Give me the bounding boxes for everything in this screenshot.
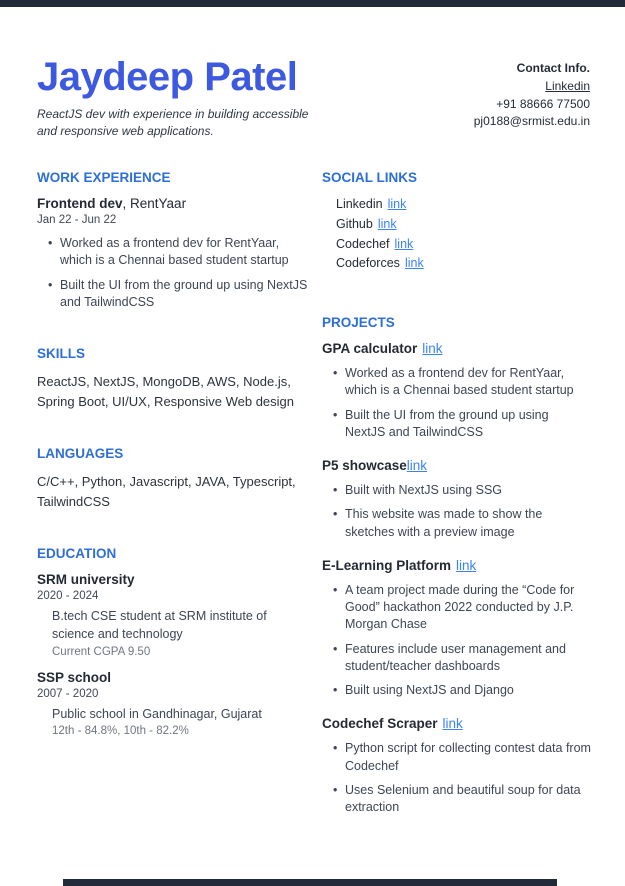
project-bullet: • Python script for collecting contest data from Codechef xyxy=(345,740,592,775)
school-note: Current CGPA 9.50 xyxy=(52,645,151,658)
section-projects xyxy=(322,315,592,816)
project-bullet: • Uses Selenium and beautiful soup for data extraction xyxy=(345,782,592,817)
project-title xyxy=(322,558,592,573)
social-label: Linkedin xyxy=(336,197,383,212)
project-title xyxy=(322,341,592,356)
school-description: Public school in Gandhinagar, Gujarat xyxy=(52,706,262,721)
section-languages xyxy=(37,446,309,511)
contact-info xyxy=(474,55,590,131)
work-bullet: • Built the UI from the ground up using NextJS and TailwindCSS xyxy=(60,277,309,312)
project-bullet: • Worked as a frontend dev for RentYaar, which is a Chennai based student startup xyxy=(345,365,592,400)
project-title-text: Codechef Scraper xyxy=(322,716,438,732)
project-bullet: • Built with NextJS using SSG xyxy=(345,482,592,499)
header-identity xyxy=(37,55,308,139)
project-title-text: P5 showcase xyxy=(322,458,407,474)
section-social-links xyxy=(322,170,592,273)
codeforces-link[interactable]: link xyxy=(404,256,424,271)
project-gpa-calculator xyxy=(322,341,592,441)
projects-heading: PROJECTS xyxy=(322,315,395,331)
project-link[interactable]: link xyxy=(442,716,463,732)
social-links-heading: SOCIAL LINKS xyxy=(322,170,418,186)
skills-text: ReactJS, NextJS, MongoDB, AWS, Node.js, Spring Boot, UI/UX, Responsive Web design xyxy=(37,374,295,409)
project-codechef-scraper xyxy=(322,716,592,816)
social-label: Codeforces xyxy=(336,256,400,271)
work-role: Frontend dev xyxy=(37,196,123,212)
project-bullet: • Built using NextJS and Django xyxy=(345,682,592,699)
project-title xyxy=(322,458,592,473)
project-bullet-list xyxy=(322,365,592,441)
project-bullet-list xyxy=(322,740,592,816)
school-description: B.tech CSE student at SRM institute of science and technology xyxy=(52,609,267,641)
tagline-line-2: and responsive web applications. xyxy=(37,123,214,138)
school-name: SRM university xyxy=(37,572,135,588)
tagline-line-1: ReactJS dev with experience in building accessible xyxy=(37,107,309,121)
school-name: SSP school xyxy=(37,669,112,685)
contact-linkedin-link[interactable]: Linkedin xyxy=(545,78,590,93)
project-bullet: • Built the UI from the ground up using NextJS and TailwindCSS xyxy=(345,407,592,442)
section-work-experience xyxy=(37,170,309,311)
project-title xyxy=(322,716,592,731)
skills-heading: SKILLS xyxy=(37,346,86,362)
project-bullet: • A team project made during the “Code for Good” hackathon 2022 conducted by J.P. Morgan Chase xyxy=(345,582,592,634)
work-bullet-list xyxy=(37,235,309,311)
social-label: Codechef xyxy=(336,236,390,251)
school-note: 12th - 84.8%, 10th - 82.2% xyxy=(52,725,189,738)
codechef-link[interactable]: link xyxy=(394,236,414,251)
section-skills xyxy=(37,346,309,411)
project-link[interactable]: link xyxy=(456,557,477,573)
project-link[interactable]: link xyxy=(406,458,428,474)
education-heading: EDUCATION xyxy=(37,546,117,562)
project-p5-showcase xyxy=(322,458,592,541)
contact-phone: +91 88666 77500 xyxy=(496,96,590,111)
work-company: RentYaar xyxy=(130,196,187,212)
education-entry xyxy=(37,572,309,658)
contact-email: pj0188@srmist.edu.in xyxy=(473,114,590,129)
project-bullet-list xyxy=(322,482,592,541)
right-column xyxy=(322,170,592,823)
work-role-separator: , xyxy=(122,196,131,212)
work-entry-title xyxy=(37,196,309,211)
project-bullet-list xyxy=(322,582,592,700)
school-dates: 2007 - 2020 xyxy=(37,687,99,700)
left-column xyxy=(37,170,309,823)
project-bullet: • This website was made to show the sketches with a preview image xyxy=(345,506,592,541)
section-education xyxy=(37,546,309,737)
project-bullet: • Features include user management and student/teacher dashboards xyxy=(345,641,592,676)
project-title-text: GPA calculator xyxy=(322,341,418,357)
linkedin-link[interactable]: link xyxy=(387,197,407,212)
body-columns xyxy=(0,139,625,823)
social-item-codechef xyxy=(336,236,592,254)
page-title: Jaydeep Patel xyxy=(37,55,298,99)
project-title-text: E-Learning Platform xyxy=(322,557,452,573)
social-link-list xyxy=(322,196,592,273)
social-item-linkedin xyxy=(336,196,592,214)
work-dates: Jan 22 - Jun 22 xyxy=(37,214,117,227)
bottom-accent-bar xyxy=(63,879,557,886)
social-label: Github xyxy=(336,216,373,231)
header xyxy=(0,7,625,139)
social-item-codeforces xyxy=(336,255,592,273)
project-elearning-platform xyxy=(322,558,592,700)
work-experience-heading: WORK EXPERIENCE xyxy=(37,170,171,186)
tagline xyxy=(37,106,308,139)
top-accent-bar xyxy=(0,0,625,7)
languages-heading: LANGUAGES xyxy=(37,446,124,462)
work-bullet: • Worked as a frontend dev for RentYaar, which is a Chennai based student startup xyxy=(60,235,309,270)
contact-heading: Contact Info. xyxy=(516,61,590,75)
social-item-github xyxy=(336,216,592,234)
project-link[interactable]: link xyxy=(422,341,443,357)
school-dates: 2020 - 2024 xyxy=(37,590,99,603)
github-link[interactable]: link xyxy=(377,216,397,231)
languages-text: C/C++, Python, Javascript, JAVA, Typescript, TailwindCSS xyxy=(37,474,296,509)
education-entry xyxy=(37,670,309,738)
